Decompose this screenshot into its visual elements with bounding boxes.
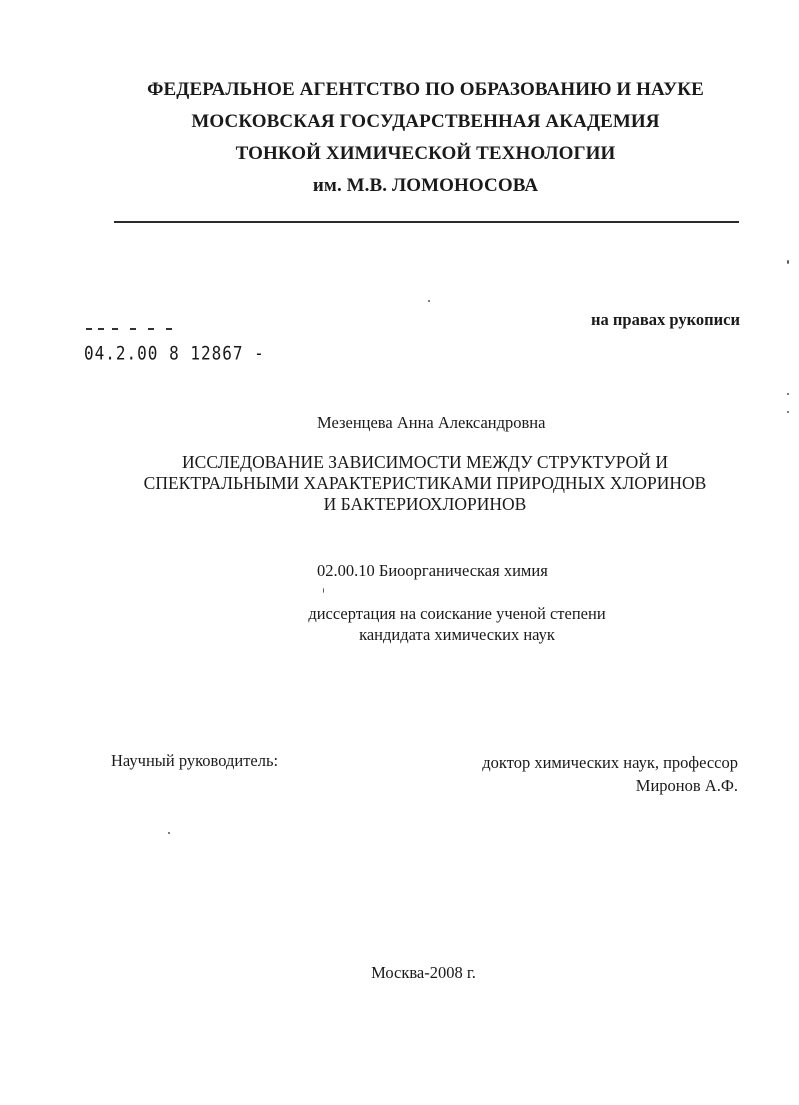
title-line: И БАКТЕРИОХЛОРИНОВ — [323, 494, 527, 514]
scan-speck — [787, 393, 789, 395]
scan-speck — [787, 411, 789, 413]
title-line: ИССЛЕДОВАНИЕ ЗАВИСИМОСТИ МЕЖДУ СТРУКТУРОЙ И — [182, 452, 668, 472]
place-year: Москва-2008 г. — [371, 963, 476, 982]
institution-line: ТОНКОЙ ХИМИЧЕСКОЙ ТЕХНОЛОГИИ — [235, 143, 616, 164]
specialty-code: 02.00.10 Биоорганическая химия — [317, 561, 548, 580]
scan-speck — [168, 832, 170, 834]
dissertation-type-line: диссертация на соискание ученой степени — [308, 604, 606, 623]
author-name: Мезенцева Анна Александровна — [317, 413, 546, 432]
dissertation-title — [95, 452, 755, 515]
dissertation-type-line: кандидата химических наук — [359, 625, 555, 644]
rights-note: на правах рукописи — [591, 310, 740, 329]
institution-line: ФЕДЕРАЛЬНОЕ АГЕНТСТВО ПО ОБРАЗОВАНИЮ И НАУКЕ — [147, 79, 704, 100]
library-stamp-number: 04.2.00 8 12867 - — [84, 342, 265, 364]
institution-header — [0, 74, 799, 202]
institution-line: им. М.В. ЛОМОНОСОВА — [312, 175, 539, 196]
dissertation-type — [257, 603, 657, 645]
scan-speck — [428, 300, 430, 302]
supervisor-label: Научный руководитель: — [111, 751, 279, 770]
supervisor-info — [482, 751, 738, 797]
supervisor-degree: доктор химических наук, профессор — [482, 753, 738, 772]
scan-speck — [323, 588, 324, 593]
stamp-dots — [86, 328, 176, 334]
title-line: СПЕКТРАЛЬНЫМИ ХАРАКТЕРИСТИКАМИ ПРИРОДНЫХ ХЛОРИНОВ — [143, 473, 707, 493]
institution-line: МОСКОВСКАЯ ГОСУДАРСТВЕННАЯ АКАДЕМИЯ — [191, 111, 660, 132]
supervisor-name: Миронов А.Ф. — [635, 776, 738, 795]
scan-speck — [787, 260, 789, 264]
header-divider — [114, 221, 739, 223]
